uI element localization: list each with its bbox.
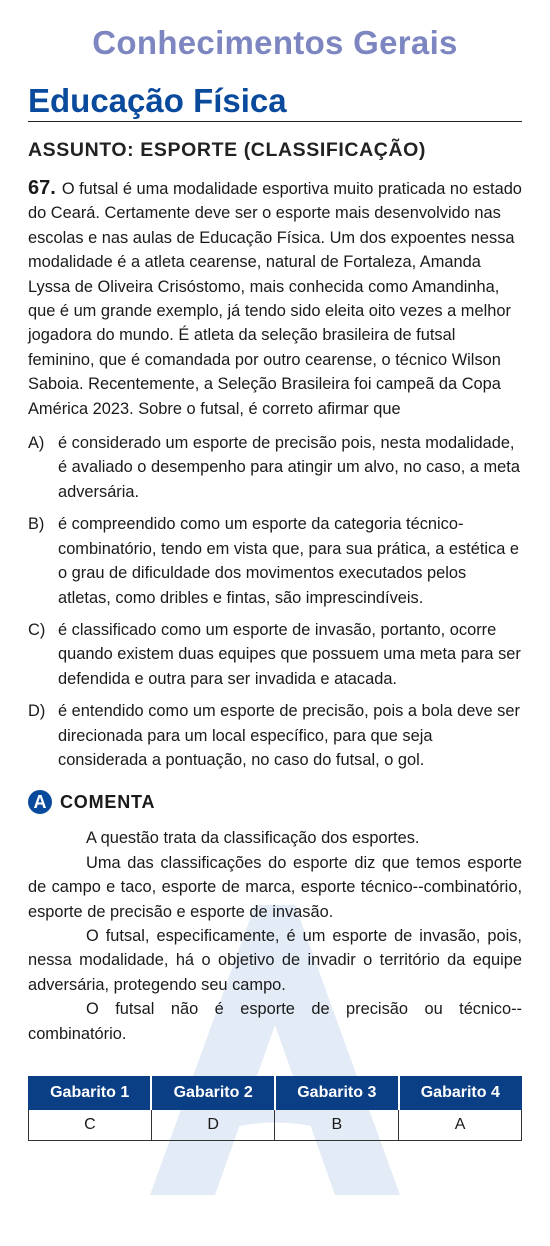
comment-paragraph: Uma das classificações do esporte diz que temos esporte de campo e taco, esporte de marca, esporte técnico--combinatório, esporte de precisão e esporte de invasão. <box>28 853 522 921</box>
option-letter: C) <box>28 620 46 639</box>
gabarito-table <box>28 1076 522 1141</box>
option-text: é compreendido como um esporte da categoria técnico-combinatório, tendo em vista que, para sua prática, a estética e o grau de dificuldade dos movimentos executados pelos atletas, como dribles e fintas, são imprescindíveis. <box>58 515 520 607</box>
question-number: 67. <box>28 177 56 199</box>
gabarito-header: Gabarito 2 <box>151 1077 275 1110</box>
section-title: Conhecimentos Gerais <box>92 24 458 61</box>
gabarito-answer: C <box>29 1110 152 1141</box>
option-a[interactable] <box>28 431 522 504</box>
comenta-header <box>28 790 522 814</box>
question-statement <box>28 176 522 421</box>
comment-paragraph: O futsal não é esporte de precisão ou técnico--combinatório. <box>28 1000 522 1043</box>
subject-title: Educação Física <box>28 82 522 122</box>
gabarito-answer: A <box>399 1110 522 1141</box>
comment-body <box>28 826 522 1046</box>
option-letter: D) <box>28 702 46 721</box>
comment-paragraph: O futsal, especificamente, é um esporte de invasão, pois, nessa modalidade, há o objetivo de invadir o território da equipe adversária, protegendo seu campo. <box>28 926 522 994</box>
comenta-badge-icon: A <box>28 790 52 814</box>
assunto-heading: ASSUNTO: ESPORTE (CLASSIFICAÇÃO) <box>28 139 427 161</box>
gabarito-header: Gabarito 3 <box>275 1077 399 1110</box>
option-b[interactable] <box>28 512 522 610</box>
option-letter: B) <box>28 515 45 534</box>
question-text: O futsal é uma modalidade esportiva muito praticada no estado do Ceará. Certamente deve ser o esporte mais desenvolvido nas escolas e nas aulas de Educação Física. Um dos expoentes nessa modalidade é a atleta cearense, natural de Fortaleza, Amanda Lyssa de Oliveira Crisóstomo, mais conhecida como Amandinha, que é um grande exemplo, já tendo sido eleita oito vezes a melhor jogadora do mundo. É atleta da seleção brasileira de futsal feminino, que é comandada por outro cearense, o técnico Wilson Saboia. Recentemente, a Seleção Brasileira foi campeã da Copa América 2023. Sobre o futsal, é correto afirmar que <box>28 180 522 418</box>
option-text: é considerado um esporte de precisão pois, nesta modalidade, é avaliado o desempenho para atingir um alvo, no caso, a meta adversária. <box>58 434 520 501</box>
gabarito-answer: D <box>151 1110 275 1141</box>
gabarito-header: Gabarito 1 <box>29 1077 152 1110</box>
option-c[interactable] <box>28 618 522 691</box>
table-row <box>29 1110 522 1141</box>
option-text: é entendido como um esporte de precisão, pois a bola deve ser direcionada para um local específico, para que seja considerada a pontuação, no caso do futsal, o gol. <box>58 702 520 769</box>
gabarito-answer: B <box>275 1110 399 1141</box>
option-text: é classificado como um esporte de invasão, portanto, ocorre quando existem duas equipes que possuem uma meta para ser defendida e outra para ser invadida e atacada. <box>58 620 521 688</box>
comment-paragraph: A questão trata da classificação dos esportes. <box>86 829 420 848</box>
gabarito-header: Gabarito 4 <box>399 1077 522 1110</box>
comenta-label: COMENTA <box>60 791 156 812</box>
option-d[interactable] <box>28 699 522 772</box>
answer-options <box>28 431 522 772</box>
option-letter: A) <box>28 434 45 453</box>
